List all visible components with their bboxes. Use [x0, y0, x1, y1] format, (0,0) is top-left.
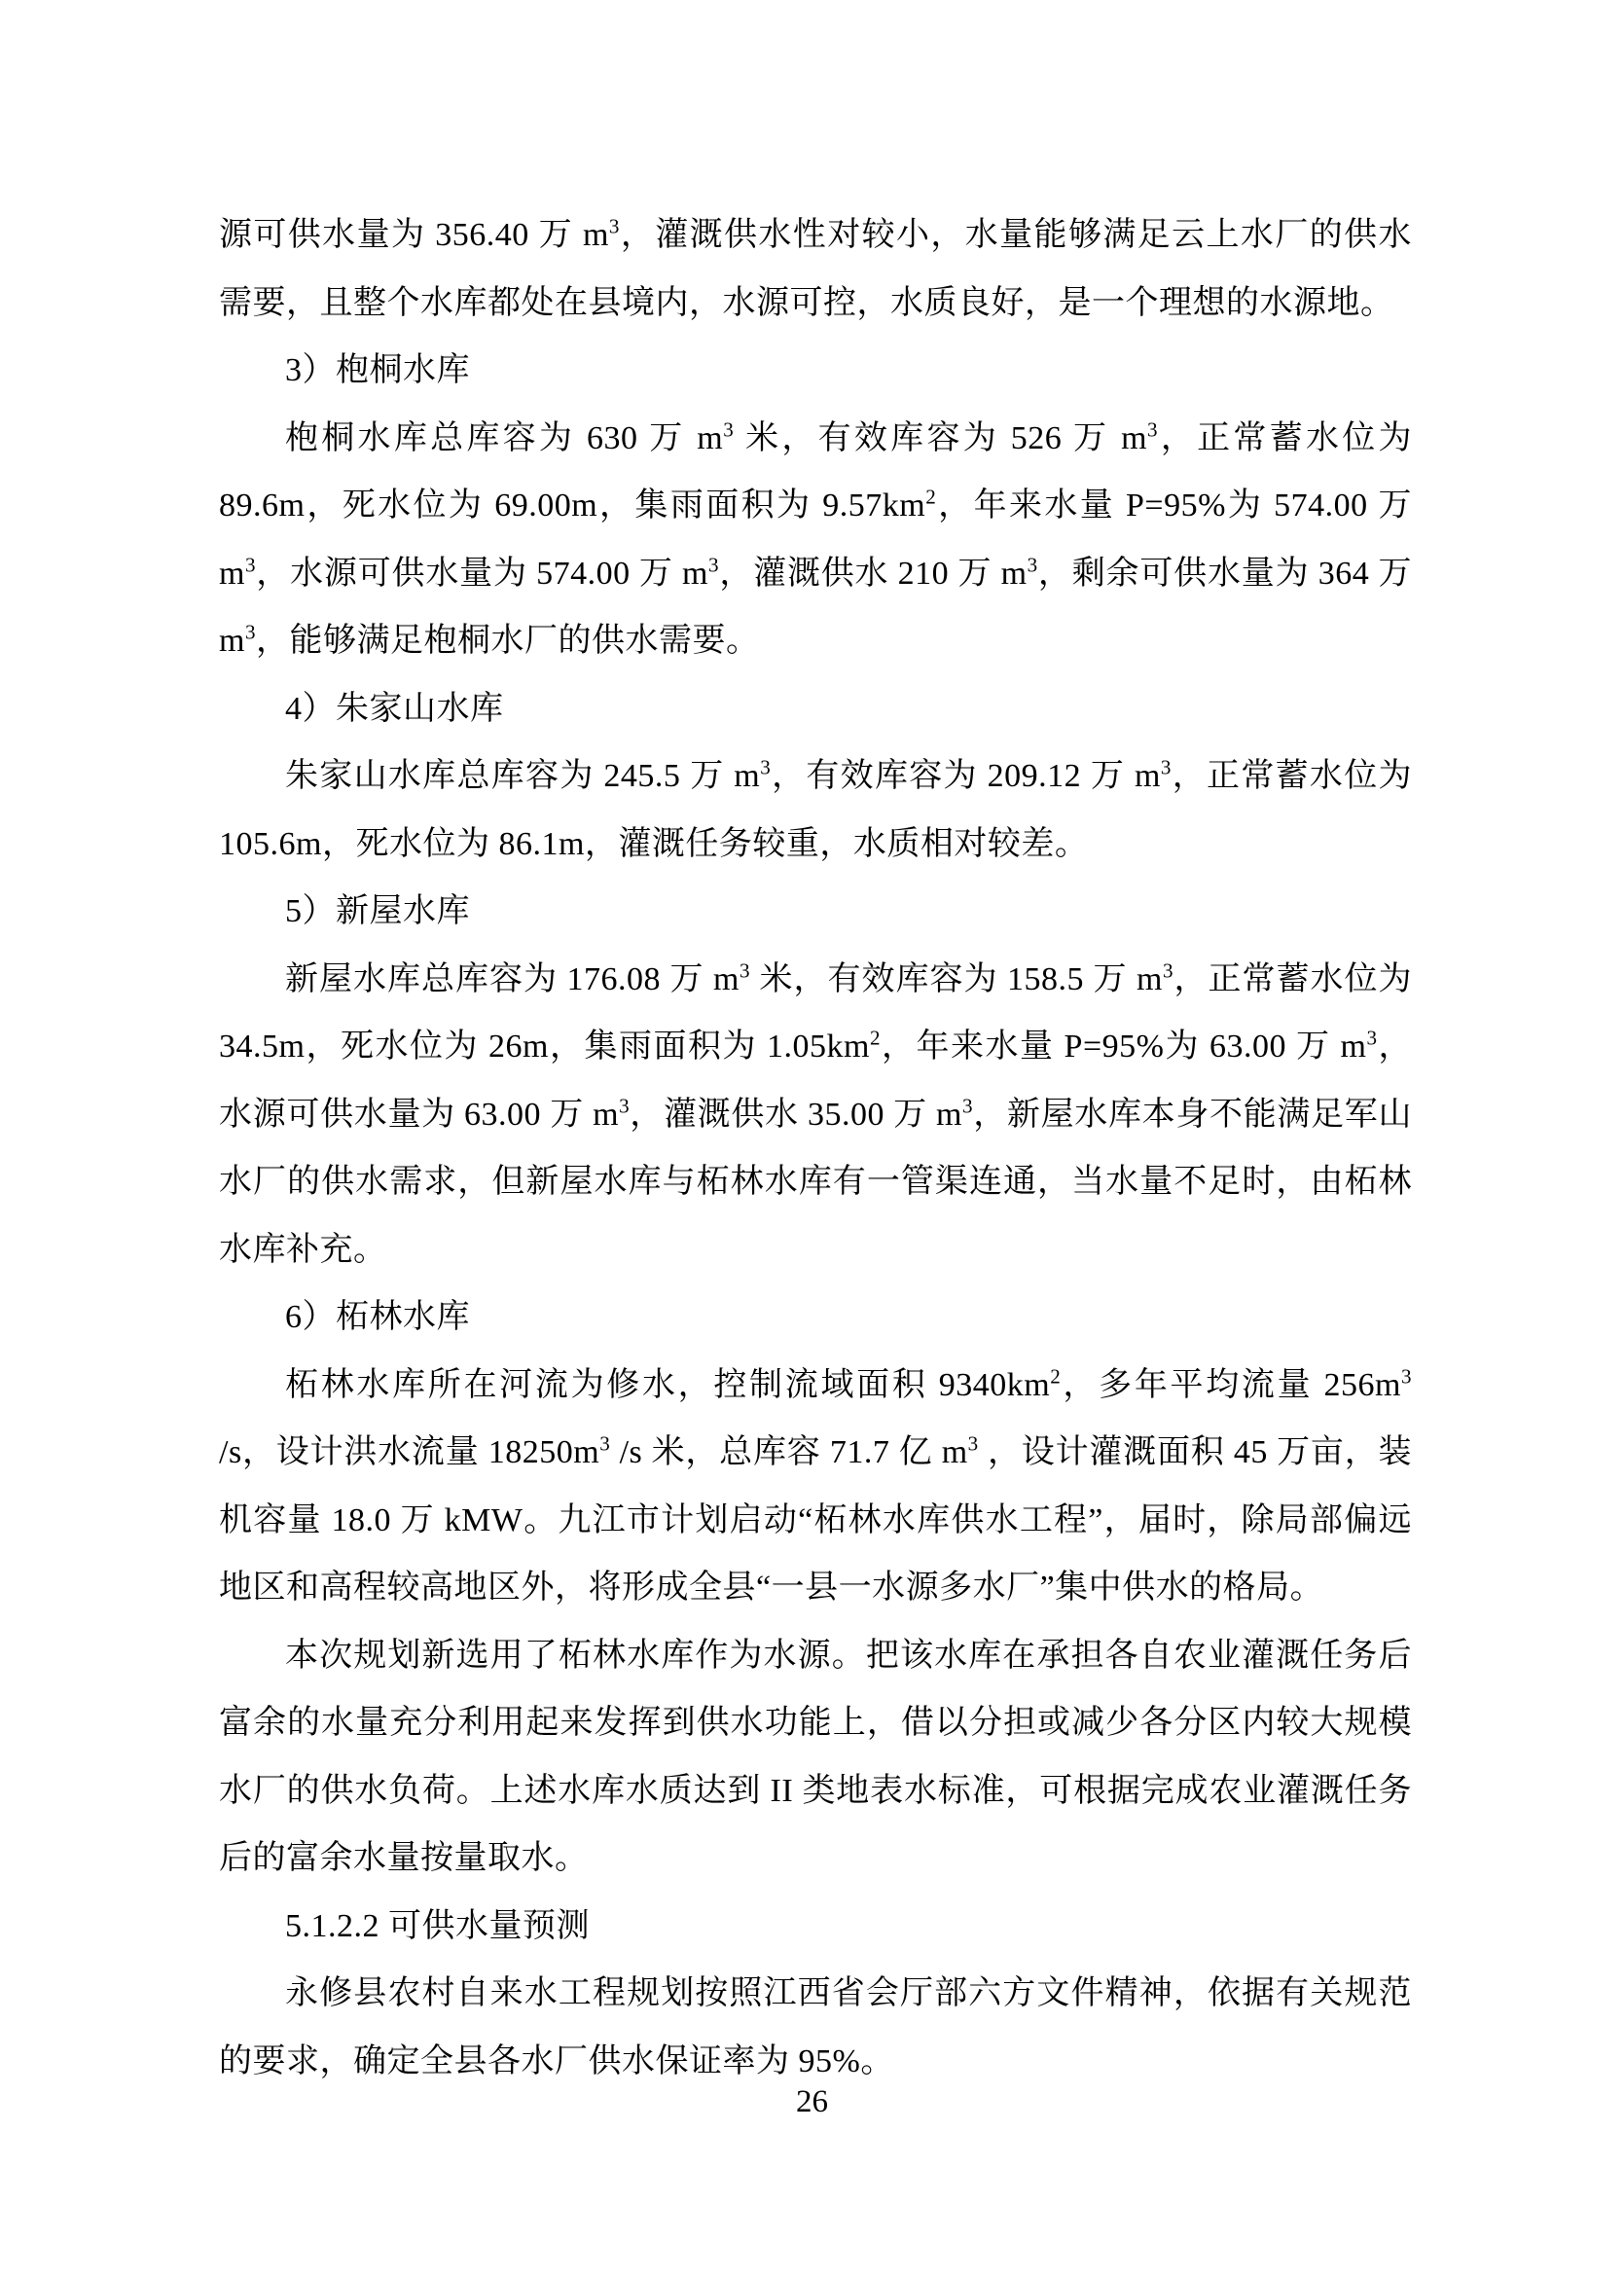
paragraph-baotong-reservoir: 枹桐水库总库容为 630 万 $m^3$ 米，有效库容为 526 万 $m^3$，正常蓄水位为 89.6m，死水位为 69.00m，集雨面积为 $9.57km^2$，年来水量 P=95%为 574.00 万 $m^3$，水源可供水量为 574.00 万 $m^3$，灌溉供水 210 万 $m^3$，剩余可供水量为 364 万 $m^3$，能够满足枹桐水厂的供水需要。	[219, 417, 1413, 659]
list-heading-zhujiashan: 4）朱家山水库	[285, 690, 504, 727]
list-heading-zhelin: 6）柘林水库	[285, 1299, 470, 1335]
page-content	[219, 201, 1412, 2095]
paragraph-xinwu-reservoir: 新屋水库总库容为 176.08 万 $m^3$ 米，有效库容为 158.5 万 $m^3$，正常蓄水位为 34.5m，死水位为 26m，集雨面积为 $1.05km^2$，年来水量 P=95%为 63.00 万 $m^3$，水源可供水量为 63.00 万 $m^3$，灌溉供水 35.00 万 $m^3$，新屋水库本身不能满足军山水厂的供水需求，但新屋水库与柘林水库有一管渠连通，当水量不足时，由柘林水库补充。	[219, 958, 1413, 1268]
list-heading-baotong: 3）枹桐水库	[285, 352, 470, 388]
list-heading-xinwu: 5）新屋水库	[285, 893, 470, 929]
paragraph-zhelin-reservoir: 柘林水库所在河流为修水，控制流域面积 $9340km^2$，多年平均流量 $256m^3$ /s，设计洪水流量 $18250m^3$ /s 米，总库容 71.7 亿 $m^3$ ，设计灌溉面积 45 万亩，装机容量 18.0 万 kMW。九江市计划启动“柘林水库供水工程”，届时，除局部偏远地区和高程较高地区外，将形成全县“一县一水源多水厂”集中供水的格局。	[219, 1364, 1413, 1606]
paragraph-planning-source: 本次规划新选用了柘林水库作为水源。把该水库在承担各自农业灌溉任务后富余的水量充分利用起来发挥到供水功能上，借以分担或减少各分区内较大规模水厂的供水负荷。上述水库水质达到 II 类地表水标准，可根据完成农业灌溉任务后的富余水量按量取水。	[219, 1637, 1412, 1876]
page-number: 26	[796, 2084, 828, 2119]
paragraph-supply-forecast: 永修县农村自来水工程规划按照江西省会厅部六方文件精神，依据有关规范的要求，确定全县各水厂供水保证率为 95%。	[219, 1975, 1412, 2079]
paragraph-continuation: 源可供水量为 356.40 万 $m^3$，灌溉供水性对较小，水量能够满足云上水厂的供水需要，且整个水库都处在县境内，水源可控，水质良好，是一个理想的水源地。	[219, 214, 1412, 321]
section-heading-5-1-2-2: 5.1.2.2 可供水量预测	[285, 1907, 590, 1944]
paragraph-zhujiashan-reservoir: 朱家山水库总库容为 245.5 万 $m^3$，有效库容为 209.12 万 $m^3$，正常蓄水位为 105.6m，死水位为 86.1m，灌溉任务较重，水质相对较差。	[219, 755, 1413, 862]
